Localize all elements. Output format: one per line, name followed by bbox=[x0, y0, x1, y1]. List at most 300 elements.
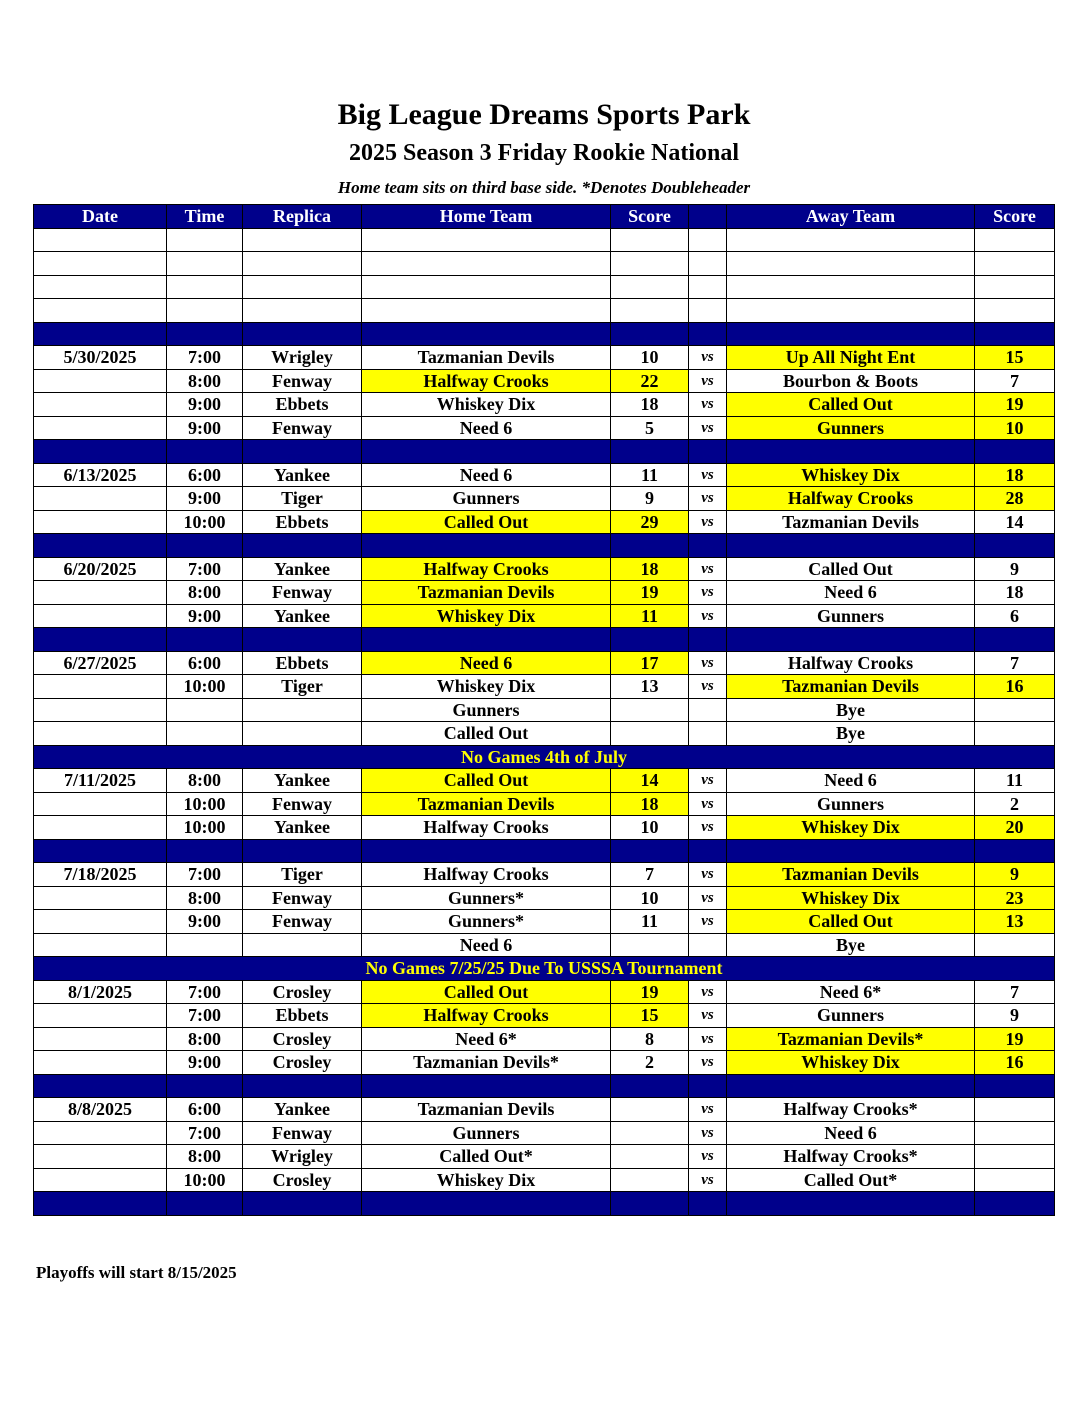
home-team-cell bbox=[362, 322, 611, 346]
home-score-cell bbox=[611, 228, 689, 252]
home-team-cell: Tazmanian Devils bbox=[362, 1098, 611, 1122]
home-score-cell bbox=[611, 1192, 689, 1216]
home-score-cell: 11 bbox=[611, 604, 689, 628]
away-score-cell bbox=[975, 228, 1055, 252]
away-team-cell: Whiskey Dix bbox=[727, 463, 975, 487]
replica-cell: Yankee bbox=[243, 816, 362, 840]
replica-cell bbox=[243, 275, 362, 299]
home-score-cell bbox=[611, 1168, 689, 1192]
home-score-cell bbox=[611, 1145, 689, 1169]
home-team-cell bbox=[362, 299, 611, 323]
schedule-body bbox=[34, 228, 1055, 1215]
home-team-cell: Whiskey Dix bbox=[362, 675, 611, 699]
date-cell bbox=[34, 534, 167, 558]
schedule-table bbox=[33, 204, 1055, 1216]
time-cell: 8:00 bbox=[167, 581, 243, 605]
time-cell bbox=[167, 440, 243, 464]
time-cell: 9:00 bbox=[167, 487, 243, 511]
replica-cell bbox=[243, 628, 362, 652]
away-team-cell bbox=[727, 1074, 975, 1098]
replica-cell bbox=[243, 839, 362, 863]
time-cell: 7:00 bbox=[167, 557, 243, 581]
time-cell bbox=[167, 839, 243, 863]
vs-cell bbox=[689, 839, 727, 863]
away-team-cell: Called Out bbox=[727, 393, 975, 417]
vs-cell: vs bbox=[689, 651, 727, 675]
home-score-cell: 13 bbox=[611, 675, 689, 699]
date-cell bbox=[34, 886, 167, 910]
replica-cell: Wrigley bbox=[243, 346, 362, 370]
replica-cell bbox=[243, 252, 362, 276]
time-cell bbox=[167, 722, 243, 746]
away-score-cell: 16 bbox=[975, 1051, 1055, 1075]
time-cell bbox=[167, 228, 243, 252]
replica-cell: Wrigley bbox=[243, 1145, 362, 1169]
replica-cell: Yankee bbox=[243, 769, 362, 793]
game-row bbox=[34, 463, 1055, 487]
home-team-cell: Gunners bbox=[362, 698, 611, 722]
away-team-cell bbox=[727, 628, 975, 652]
away-team-cell bbox=[727, 322, 975, 346]
time-cell: 9:00 bbox=[167, 910, 243, 934]
away-team-cell: Gunners bbox=[727, 604, 975, 628]
home-team-cell: Gunners* bbox=[362, 886, 611, 910]
away-score-cell: 13 bbox=[975, 910, 1055, 934]
date-cell: 6/13/2025 bbox=[34, 463, 167, 487]
date-cell bbox=[34, 1145, 167, 1169]
home-score-cell: 18 bbox=[611, 557, 689, 581]
date-cell bbox=[34, 299, 167, 323]
game-row bbox=[34, 886, 1055, 910]
away-team-cell bbox=[727, 839, 975, 863]
date-cell bbox=[34, 275, 167, 299]
vs-cell: vs bbox=[689, 581, 727, 605]
away-score-cell: 18 bbox=[975, 581, 1055, 605]
home-team-cell: Called Out bbox=[362, 510, 611, 534]
home-score-cell: 7 bbox=[611, 863, 689, 887]
vs-cell bbox=[689, 1074, 727, 1098]
date-cell bbox=[34, 322, 167, 346]
away-score-cell bbox=[975, 322, 1055, 346]
home-team-cell bbox=[362, 1074, 611, 1098]
time-cell: 8:00 bbox=[167, 769, 243, 793]
vs-cell: vs bbox=[689, 675, 727, 699]
away-score-cell: 28 bbox=[975, 487, 1055, 511]
away-team-cell: Tazmanian Devils bbox=[727, 863, 975, 887]
home-team-cell bbox=[362, 839, 611, 863]
time-cell: 6:00 bbox=[167, 463, 243, 487]
game-row bbox=[34, 487, 1055, 511]
away-score-cell bbox=[975, 1098, 1055, 1122]
separator-row bbox=[34, 1192, 1055, 1216]
home-score-cell: 19 bbox=[611, 980, 689, 1004]
time-cell: 7:00 bbox=[167, 1004, 243, 1028]
away-score-cell bbox=[975, 275, 1055, 299]
separator-row bbox=[34, 628, 1055, 652]
vs-cell: vs bbox=[689, 910, 727, 934]
vs-cell bbox=[689, 1192, 727, 1216]
home-team-cell: Called Out bbox=[362, 769, 611, 793]
vs-cell: vs bbox=[689, 1168, 727, 1192]
away-score-cell: 19 bbox=[975, 1027, 1055, 1051]
vs-cell: vs bbox=[689, 487, 727, 511]
home-score-cell: 15 bbox=[611, 1004, 689, 1028]
time-cell bbox=[167, 933, 243, 957]
game-row bbox=[34, 1145, 1055, 1169]
replica-cell bbox=[243, 299, 362, 323]
away-score-cell bbox=[975, 299, 1055, 323]
home-score-cell bbox=[611, 628, 689, 652]
replica-cell: Fenway bbox=[243, 369, 362, 393]
home-team-cell: Tazmanian Devils* bbox=[362, 1051, 611, 1075]
replica-cell: Crosley bbox=[243, 980, 362, 1004]
playoffs-note: Playoffs will start 8/15/2025 bbox=[36, 1263, 237, 1282]
away-team-cell: Need 6 bbox=[727, 581, 975, 605]
home-team-cell: Whiskey Dix bbox=[362, 604, 611, 628]
game-row bbox=[34, 393, 1055, 417]
vs-cell: vs bbox=[689, 1027, 727, 1051]
home-score-cell: 8 bbox=[611, 1027, 689, 1051]
time-cell: 10:00 bbox=[167, 1168, 243, 1192]
away-score-cell bbox=[975, 1168, 1055, 1192]
replica-cell: Crosley bbox=[243, 1168, 362, 1192]
away-score-cell: 6 bbox=[975, 604, 1055, 628]
home-score-cell: 11 bbox=[611, 463, 689, 487]
home-team-cell bbox=[362, 228, 611, 252]
vs-cell bbox=[689, 534, 727, 558]
away-score-cell: 15 bbox=[975, 346, 1055, 370]
date-cell bbox=[34, 604, 167, 628]
date-cell bbox=[34, 933, 167, 957]
vs-cell: vs bbox=[689, 886, 727, 910]
time-cell: 10:00 bbox=[167, 816, 243, 840]
away-team-cell bbox=[727, 299, 975, 323]
game-row bbox=[34, 1027, 1055, 1051]
home-score-cell: 19 bbox=[611, 581, 689, 605]
away-team-cell: Need 6 bbox=[727, 1121, 975, 1145]
no-games-banner-row bbox=[34, 957, 1055, 981]
home-score-cell bbox=[611, 322, 689, 346]
away-score-cell: 9 bbox=[975, 557, 1055, 581]
away-score-cell: 9 bbox=[975, 863, 1055, 887]
home-team-cell: Called Out bbox=[362, 980, 611, 1004]
away-score-cell bbox=[975, 1121, 1055, 1145]
home-team-cell: Need 6 bbox=[362, 933, 611, 957]
vs-cell: vs bbox=[689, 1121, 727, 1145]
home-team-cell: Gunners bbox=[362, 487, 611, 511]
home-team-cell bbox=[362, 440, 611, 464]
home-score-cell: 10 bbox=[611, 346, 689, 370]
away-team-cell: Bye bbox=[727, 722, 975, 746]
column-header-time: Time bbox=[167, 205, 243, 229]
away-score-cell: 2 bbox=[975, 792, 1055, 816]
replica-cell bbox=[243, 722, 362, 746]
away-score-cell bbox=[975, 933, 1055, 957]
replica-cell: Ebbets bbox=[243, 651, 362, 675]
away-team-cell: Bye bbox=[727, 933, 975, 957]
replica-cell: Fenway bbox=[243, 886, 362, 910]
away-score-cell: 19 bbox=[975, 393, 1055, 417]
replica-cell: Yankee bbox=[243, 557, 362, 581]
vs-cell: vs bbox=[689, 393, 727, 417]
empty-row bbox=[34, 252, 1055, 276]
game-row bbox=[34, 1098, 1055, 1122]
away-score-cell: 23 bbox=[975, 886, 1055, 910]
replica-cell: Ebbets bbox=[243, 510, 362, 534]
replica-cell bbox=[243, 322, 362, 346]
away-team-cell: Tazmanian Devils bbox=[727, 675, 975, 699]
vs-cell: vs bbox=[689, 557, 727, 581]
time-cell: 7:00 bbox=[167, 346, 243, 370]
vs-cell: vs bbox=[689, 604, 727, 628]
away-score-cell: 16 bbox=[975, 675, 1055, 699]
column-header-vs bbox=[689, 205, 727, 229]
away-team-cell: Gunners bbox=[727, 1004, 975, 1028]
away-team-cell: Whiskey Dix bbox=[727, 886, 975, 910]
home-score-cell bbox=[611, 534, 689, 558]
replica-cell: Ebbets bbox=[243, 393, 362, 417]
game-row bbox=[34, 769, 1055, 793]
date-cell bbox=[34, 1192, 167, 1216]
date-cell bbox=[34, 1074, 167, 1098]
time-cell: 8:00 bbox=[167, 1027, 243, 1051]
time-cell: 9:00 bbox=[167, 416, 243, 440]
vs-cell bbox=[689, 322, 727, 346]
time-cell: 7:00 bbox=[167, 1121, 243, 1145]
vs-cell bbox=[689, 252, 727, 276]
vs-cell: vs bbox=[689, 416, 727, 440]
time-cell: 10:00 bbox=[167, 792, 243, 816]
home-team-cell: Halfway Crooks bbox=[362, 816, 611, 840]
vs-cell: vs bbox=[689, 980, 727, 1004]
game-row bbox=[34, 863, 1055, 887]
no-games-banner-row bbox=[34, 745, 1055, 769]
date-cell bbox=[34, 581, 167, 605]
time-cell bbox=[167, 322, 243, 346]
vs-cell bbox=[689, 698, 727, 722]
date-cell bbox=[34, 839, 167, 863]
away-team-cell: Halfway Crooks bbox=[727, 651, 975, 675]
away-score-cell bbox=[975, 252, 1055, 276]
column-header-home-score: Score bbox=[611, 205, 689, 229]
time-cell: 9:00 bbox=[167, 1051, 243, 1075]
replica-cell: Fenway bbox=[243, 792, 362, 816]
away-team-cell: Halfway Crooks bbox=[727, 487, 975, 511]
game-row bbox=[34, 1051, 1055, 1075]
time-cell: 8:00 bbox=[167, 886, 243, 910]
column-header-home-team: Home Team bbox=[362, 205, 611, 229]
replica-cell: Tiger bbox=[243, 863, 362, 887]
game-row bbox=[34, 510, 1055, 534]
game-row bbox=[34, 1004, 1055, 1028]
away-team-cell: Gunners bbox=[727, 792, 975, 816]
no-games-banner: No Games 7/25/25 Due To USSSA Tournament bbox=[34, 957, 1055, 981]
game-row bbox=[34, 792, 1055, 816]
date-cell bbox=[34, 1168, 167, 1192]
time-cell: 8:00 bbox=[167, 1145, 243, 1169]
away-score-cell: 7 bbox=[975, 980, 1055, 1004]
home-score-cell bbox=[611, 839, 689, 863]
date-cell bbox=[34, 722, 167, 746]
date-cell bbox=[34, 487, 167, 511]
away-score-cell bbox=[975, 698, 1055, 722]
game-row bbox=[34, 722, 1055, 746]
away-team-cell: Halfway Crooks* bbox=[727, 1098, 975, 1122]
time-cell: 8:00 bbox=[167, 369, 243, 393]
home-score-cell: 18 bbox=[611, 393, 689, 417]
table-header-row bbox=[34, 205, 1055, 229]
column-header-date: Date bbox=[34, 205, 167, 229]
away-team-cell bbox=[727, 440, 975, 464]
home-team-cell: Tazmanian Devils bbox=[362, 581, 611, 605]
date-cell bbox=[34, 510, 167, 534]
game-row bbox=[34, 1168, 1055, 1192]
away-score-cell: 18 bbox=[975, 463, 1055, 487]
date-cell bbox=[34, 228, 167, 252]
schedule-note: Home team sits on third base side. *Denotes Doubleheader bbox=[337, 178, 751, 197]
home-team-cell bbox=[362, 275, 611, 299]
separator-row bbox=[34, 839, 1055, 863]
replica-cell: Crosley bbox=[243, 1027, 362, 1051]
game-row bbox=[34, 1121, 1055, 1145]
away-team-cell: Whiskey Dix bbox=[727, 1051, 975, 1075]
date-cell: 7/18/2025 bbox=[34, 863, 167, 887]
away-score-cell: 11 bbox=[975, 769, 1055, 793]
home-score-cell bbox=[611, 299, 689, 323]
date-cell bbox=[34, 1121, 167, 1145]
date-cell: 6/27/2025 bbox=[34, 651, 167, 675]
home-score-cell: 29 bbox=[611, 510, 689, 534]
away-score-cell bbox=[975, 534, 1055, 558]
home-score-cell: 11 bbox=[611, 910, 689, 934]
home-team-cell bbox=[362, 628, 611, 652]
date-cell bbox=[34, 440, 167, 464]
date-cell bbox=[34, 1051, 167, 1075]
date-cell bbox=[34, 369, 167, 393]
home-score-cell: 10 bbox=[611, 816, 689, 840]
time-cell bbox=[167, 1074, 243, 1098]
away-team-cell: Tazmanian Devils bbox=[727, 510, 975, 534]
home-team-cell bbox=[362, 1192, 611, 1216]
away-score-cell: 9 bbox=[975, 1004, 1055, 1028]
date-cell bbox=[34, 1004, 167, 1028]
home-team-cell: Need 6 bbox=[362, 651, 611, 675]
replica-cell bbox=[243, 933, 362, 957]
vs-cell: vs bbox=[689, 1051, 727, 1075]
home-score-cell bbox=[611, 1121, 689, 1145]
separator-row bbox=[34, 322, 1055, 346]
replica-cell: Yankee bbox=[243, 1098, 362, 1122]
game-row bbox=[34, 416, 1055, 440]
home-team-cell: Gunners* bbox=[362, 910, 611, 934]
away-score-cell bbox=[975, 1074, 1055, 1098]
time-cell bbox=[167, 299, 243, 323]
time-cell: 7:00 bbox=[167, 863, 243, 887]
away-team-cell: Halfway Crooks* bbox=[727, 1145, 975, 1169]
home-team-cell: Halfway Crooks bbox=[362, 1004, 611, 1028]
game-row bbox=[34, 581, 1055, 605]
replica-cell: Fenway bbox=[243, 581, 362, 605]
vs-cell: vs bbox=[689, 1098, 727, 1122]
home-score-cell bbox=[611, 722, 689, 746]
game-row bbox=[34, 557, 1055, 581]
time-cell bbox=[167, 252, 243, 276]
vs-cell bbox=[689, 275, 727, 299]
date-cell bbox=[34, 393, 167, 417]
away-team-cell: Tazmanian Devils* bbox=[727, 1027, 975, 1051]
replica-cell: Tiger bbox=[243, 487, 362, 511]
home-score-cell bbox=[611, 698, 689, 722]
away-team-cell bbox=[727, 1192, 975, 1216]
game-row bbox=[34, 369, 1055, 393]
date-cell bbox=[34, 698, 167, 722]
vs-cell: vs bbox=[689, 816, 727, 840]
away-team-cell bbox=[727, 534, 975, 558]
time-cell: 9:00 bbox=[167, 604, 243, 628]
away-team-cell: Bye bbox=[727, 698, 975, 722]
vs-cell: vs bbox=[689, 510, 727, 534]
date-cell bbox=[34, 910, 167, 934]
date-cell: 5/30/2025 bbox=[34, 346, 167, 370]
time-cell bbox=[167, 275, 243, 299]
vs-cell bbox=[689, 299, 727, 323]
home-team-cell: Tazmanian Devils bbox=[362, 792, 611, 816]
date-cell bbox=[34, 675, 167, 699]
vs-cell bbox=[689, 933, 727, 957]
game-row bbox=[34, 651, 1055, 675]
home-score-cell: 22 bbox=[611, 369, 689, 393]
away-score-cell: 14 bbox=[975, 510, 1055, 534]
date-cell bbox=[34, 416, 167, 440]
home-score-cell bbox=[611, 275, 689, 299]
time-cell: 6:00 bbox=[167, 1098, 243, 1122]
away-score-cell bbox=[975, 839, 1055, 863]
time-cell: 10:00 bbox=[167, 675, 243, 699]
vs-cell: vs bbox=[689, 863, 727, 887]
home-team-cell: Whiskey Dix bbox=[362, 1168, 611, 1192]
separator-row bbox=[34, 440, 1055, 464]
away-team-cell: Gunners bbox=[727, 416, 975, 440]
away-team-cell bbox=[727, 252, 975, 276]
vs-cell bbox=[689, 440, 727, 464]
home-score-cell: 9 bbox=[611, 487, 689, 511]
game-row bbox=[34, 675, 1055, 699]
vs-cell bbox=[689, 228, 727, 252]
away-score-cell bbox=[975, 1145, 1055, 1169]
game-row bbox=[34, 604, 1055, 628]
replica-cell: Yankee bbox=[243, 604, 362, 628]
home-team-cell: Tazmanian Devils bbox=[362, 346, 611, 370]
replica-cell bbox=[243, 534, 362, 558]
home-team-cell: Halfway Crooks bbox=[362, 863, 611, 887]
away-score-cell bbox=[975, 722, 1055, 746]
time-cell: 6:00 bbox=[167, 651, 243, 675]
home-team-cell: Halfway Crooks bbox=[362, 369, 611, 393]
away-score-cell bbox=[975, 628, 1055, 652]
replica-cell bbox=[243, 228, 362, 252]
game-row bbox=[34, 816, 1055, 840]
date-cell bbox=[34, 1027, 167, 1051]
away-team-cell: Whiskey Dix bbox=[727, 816, 975, 840]
away-score-cell: 7 bbox=[975, 369, 1055, 393]
page-subtitle: 2025 Season 3 Friday Rookie National bbox=[348, 140, 740, 166]
vs-cell: vs bbox=[689, 1004, 727, 1028]
vs-cell: vs bbox=[689, 369, 727, 393]
home-score-cell bbox=[611, 1098, 689, 1122]
date-cell: 6/20/2025 bbox=[34, 557, 167, 581]
time-cell: 7:00 bbox=[167, 980, 243, 1004]
home-score-cell: 18 bbox=[611, 792, 689, 816]
